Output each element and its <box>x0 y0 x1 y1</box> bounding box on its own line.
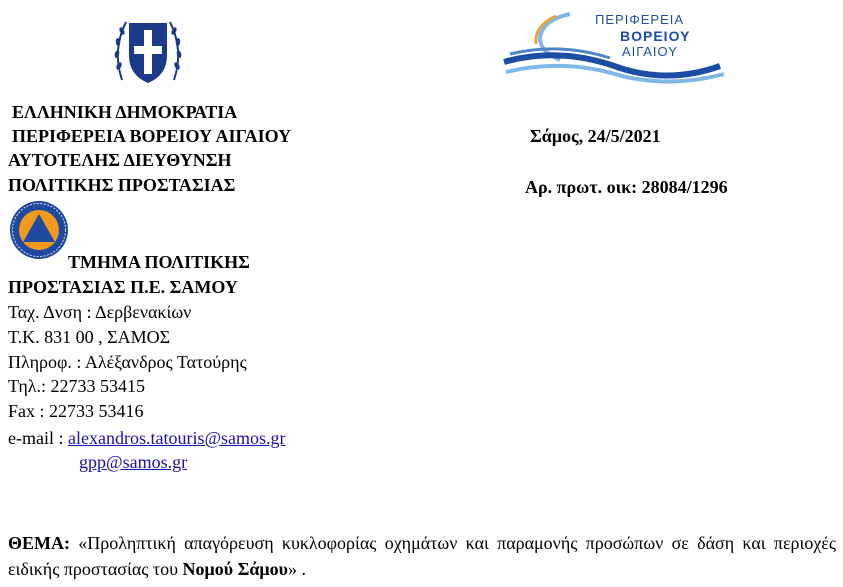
region-logo-line2: ΒΟΡΕΙΟΥ <box>620 28 691 44</box>
header-line-1: ΕΛΛΗΝΙΚΗ ΔΗΜΟΚΡΑΤΙΑ <box>12 102 238 122</box>
contact-postcode: Τ.Κ. 831 00 , ΣΑΜΟΣ <box>8 327 171 347</box>
contact-phone: Τηλ.: 22733 53415 <box>8 376 145 396</box>
contact-email-row <box>8 426 286 450</box>
contact-address: Ταχ. Δνση : Δερβενακίων <box>8 302 192 322</box>
department-line-2: ΠΡΟΣΤΑΣΙΑΣ Π.Ε. ΣΑΜΟΥ <box>8 277 238 297</box>
protocol-number: Αρ. πρωτ. οικ: 28084/1296 <box>525 177 728 197</box>
subject-paragraph <box>8 530 836 582</box>
email-link-1[interactable]: alexandros.tatouris@samos.gr <box>67 428 286 448</box>
email-label: e-mail : <box>8 428 68 448</box>
region-logo <box>500 6 730 84</box>
department-line-1: ΤΜΗΜΑ ΠΟΛΙΤΙΚΗΣ <box>68 252 250 272</box>
header-line-3: ΑΥΤΟΤΕΛΗΣ ΔΙΕΥΘΥΝΣΗ <box>8 150 232 170</box>
region-logo-line3: ΑΙΓΑΙΟΥ <box>622 44 678 59</box>
contact-info: Πληροφ. : Αλέξανδρος Τατούρης <box>8 352 247 372</box>
contact-email-row-2 <box>79 450 187 474</box>
header-line-4: ΠΟΛΙΤΙΚΗΣ ΠΡΟΣΤΑΣΙΑΣ <box>8 175 236 195</box>
greek-emblem <box>108 10 188 90</box>
subject-bold: Νομού Σάμου <box>182 559 288 579</box>
place-date: Σάμος, 24/5/2021 <box>530 126 661 146</box>
subject-text-2: » . <box>287 559 306 579</box>
greek-emblem-icon <box>108 10 188 90</box>
email-link-2[interactable]: gpp@samos.gr <box>79 452 188 472</box>
subject-label: ΘΕΜΑ: <box>8 533 70 553</box>
civil-protection-seal-icon <box>6 200 72 260</box>
civil-protection-seal <box>6 200 72 260</box>
subject-text-1: «Προληπτική απαγόρευση κυκλοφορίας οχημάτων και παραμονής προσώπων σε δάση και περιοχές ειδικής προστασίας του <box>8 533 836 579</box>
contact-fax: Fax : 22733 53416 <box>8 401 144 421</box>
region-logo-line1: ΠΕΡΙΦΕΡΕΙΑ <box>595 12 685 27</box>
header-line-2: ΠΕΡΙΦΕΡΕΙΑ ΒΟΡΕΙΟΥ ΑΙΓΑΙΟΥ <box>12 126 292 146</box>
